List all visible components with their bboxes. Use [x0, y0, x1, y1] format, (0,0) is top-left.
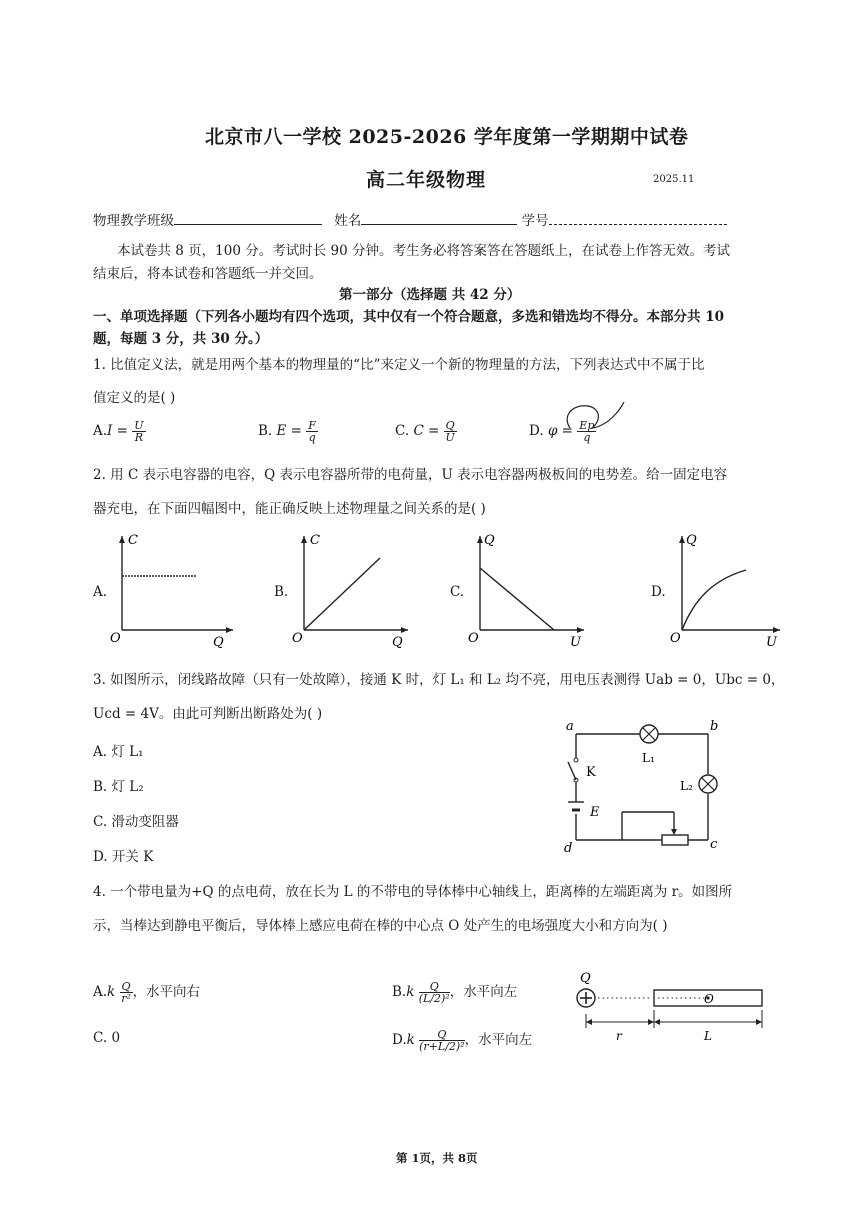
denominator: r²	[121, 992, 131, 1005]
name-field[interactable]	[361, 210, 517, 225]
exam-subtitle: 高二年级物理	[366, 169, 487, 191]
formula-lhs: C =	[413, 423, 440, 439]
lamp-l1-label: L₁	[642, 751, 655, 765]
battery-label: E	[590, 805, 600, 820]
q2-stem-line2: 器充电，在下面四幅图中，能正确反映上述物理量之间关系的是( )	[93, 501, 486, 517]
fraction	[419, 981, 450, 1004]
option-label: D.	[392, 1032, 407, 1048]
option-label: B.	[258, 423, 273, 439]
origin-label: O	[468, 631, 479, 646]
q2-graph-d-label: D.	[651, 584, 666, 600]
name-label: 姓名	[334, 213, 362, 229]
number-label: 学号	[521, 213, 549, 229]
origin-label: O	[670, 631, 681, 646]
q3-circuit-diagram	[556, 718, 726, 858]
handwritten-circle-mark	[560, 398, 630, 438]
student-info-row	[93, 209, 727, 229]
q3-option-b: B. 灯 L₂	[93, 779, 144, 795]
y-axis-label: C	[310, 533, 320, 548]
x-axis-label: U	[766, 635, 777, 648]
node-a-label: a	[566, 719, 574, 734]
y-axis-label: Q	[686, 533, 697, 548]
node-b-label: b	[710, 719, 719, 734]
q3-option-a: A. 灯 L₁	[93, 744, 144, 760]
q4-rod-figure	[568, 966, 768, 1050]
q3-stem-line2: Ucd = 4V。由此可判断出断路处为( )	[93, 706, 323, 722]
q2-graph-b-label: B.	[274, 584, 289, 600]
q1-option-b	[258, 420, 318, 443]
q3-option-d: D. 开关 K	[93, 849, 154, 865]
q1-stem-line2: 值定义的是( )	[93, 390, 176, 406]
q2-stem-line1: 2. 用 C 表示电容器的电容，Q 表示电容器所带的电荷量，U 表示电容器两极板间的电势差。给一固定电容	[93, 467, 728, 483]
fraction	[120, 981, 133, 1004]
fraction	[444, 420, 457, 443]
numerator: Q	[445, 419, 455, 432]
option-label: D.	[529, 423, 544, 439]
lamp-l1-icon	[640, 725, 658, 743]
q4-option-d	[392, 1028, 532, 1052]
node-d-label: d	[564, 841, 573, 856]
part1-heading: 第一部分（选择题 共 42 分）	[339, 287, 521, 303]
x-axis-label: U	[570, 635, 581, 648]
q4-option-b	[392, 980, 517, 1004]
charge-label: Q	[580, 971, 591, 986]
graph-line	[304, 558, 380, 630]
instructions-line1: 本试卷共 8 页，100 分。考试时长 90 分钟。考生务必将答案答在答题纸上，在试卷上作答无效。考试	[117, 243, 730, 259]
class-label: 物理教学班级	[93, 213, 174, 229]
length-l-label: L	[704, 1029, 712, 1043]
lamp-l2-label: L₂	[680, 779, 693, 793]
lamp-l2-icon	[699, 775, 717, 793]
class-field[interactable]	[174, 210, 322, 225]
numerator: U	[134, 419, 144, 432]
x-axis-label: Q	[392, 635, 403, 648]
y-axis-label: Q	[484, 533, 495, 548]
formula-lhs: I =	[107, 423, 128, 439]
exam-title: 北京市八一学校 2025-2026 学年度第一学期期中试卷	[205, 126, 689, 148]
distance-r-label: r	[616, 1029, 622, 1043]
constant-k: k	[406, 984, 415, 1000]
denominator: q	[583, 431, 591, 444]
graph-line	[480, 568, 554, 630]
q2-graph-b	[290, 530, 412, 648]
denominator: q	[308, 431, 316, 444]
page-footer: 第 1页，共 8页	[396, 1151, 478, 1165]
denominator: R	[134, 431, 144, 444]
denominator: U	[445, 431, 455, 444]
constant-k: k	[406, 1032, 415, 1048]
origin-label: O	[292, 631, 303, 646]
center-label: O	[704, 992, 714, 1006]
switch-label: K	[586, 765, 596, 780]
numerator: Q	[121, 980, 131, 993]
option-label: B.	[392, 984, 407, 1000]
graph-curve	[682, 570, 746, 630]
q2-graph-c	[466, 530, 588, 648]
numerator: Q	[419, 981, 450, 993]
q1-option-c	[395, 420, 457, 443]
direction: ，水平向右	[132, 984, 201, 1000]
fraction	[306, 420, 318, 443]
option-label: A.	[93, 984, 108, 1000]
q2-graph-a-label: A.	[93, 584, 108, 600]
numerator: Q	[419, 1029, 464, 1041]
denominator: (L/2)²	[418, 992, 450, 1005]
q2-graph-d	[668, 530, 788, 648]
constant-k: k	[107, 984, 116, 1000]
q3-option-c: C. 滑动变阻器	[93, 814, 179, 830]
point-charge-icon	[577, 989, 595, 1007]
option-label: C.	[395, 423, 410, 439]
section-line2: 题，每题 3 分，共 30 分。）	[93, 331, 269, 347]
q2-graph-c-label: C.	[450, 584, 465, 600]
q3-stem-line1: 3. 如图所示，闭线路故障（只有一处故障），接通 K 时，灯 L₁ 和 L₂ 均不亮，用电压表测得 Uab = 0，Ubc = 0，	[93, 672, 785, 688]
exam-date: 2025.11	[653, 174, 695, 185]
node-c-label: c	[710, 837, 718, 852]
fraction	[132, 420, 145, 443]
q1-option-a	[93, 420, 146, 443]
option-value: 0	[111, 1030, 121, 1046]
q4-stem-line1: 4. 一个带电量为+Q 的点电荷，放在长为 L 的不带电的导体棒中心轴线上，距离棒的左端距离为 r。如图所	[93, 884, 733, 900]
battery-icon	[568, 802, 584, 810]
option-label: A.	[93, 423, 108, 439]
q4-stem-line2: 示，当棒达到静电平衡后，导体棒上感应电荷在棒的中心点 O 处产生的电场强度大小和方向为( )	[93, 918, 668, 934]
q2-graph-a	[108, 530, 238, 648]
section-line1: 一、单项选择题（下列各小题均有四个选项，其中仅有一个符合题意，多选和错选均不得分。本部分共 10	[93, 309, 724, 325]
switch-k-icon	[568, 758, 578, 782]
q4-option-a	[93, 980, 200, 1004]
q4-option-c	[93, 1030, 120, 1046]
y-axis-label: C	[128, 533, 138, 548]
origin-label: O	[110, 631, 121, 646]
x-axis-label: Q	[213, 635, 224, 648]
numerator: F	[308, 419, 316, 432]
instructions-line2: 结束后，将本试卷和答题纸一并交回。	[93, 266, 323, 282]
number-field[interactable]	[549, 210, 727, 225]
option-label: C.	[93, 1030, 108, 1046]
fraction	[419, 1029, 464, 1052]
formula-lhs: φ =	[547, 423, 573, 439]
numerator: Ep	[579, 419, 595, 432]
direction: ，水平向左	[449, 984, 518, 1000]
formula-lhs: E =	[276, 423, 302, 439]
q1-stem-line1: 1. 比值定义法，就是用两个基本的物理量的“比”来定义一个新的物理量的方法，下列表达式中不属于比	[93, 357, 705, 373]
denominator: (r+L/2)²	[419, 1040, 465, 1053]
direction: ，水平向左	[464, 1032, 533, 1048]
